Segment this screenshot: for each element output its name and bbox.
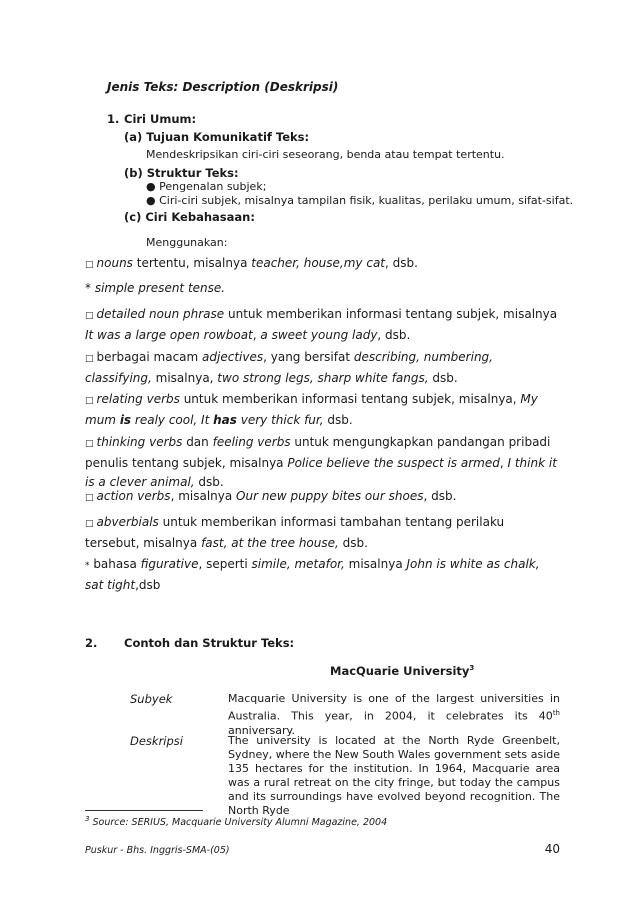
menggunakan-text: Menggunakan: xyxy=(146,236,228,249)
ciri-umum-title: Ciri Umum: xyxy=(124,112,197,126)
asterisk-icon: * xyxy=(85,281,91,295)
feature-noun-phrase: □ detailed noun phrase untuk memberikan informasi tentang subjek, misalnya It was a large open rowboat, a sweet young lady, dsb. xyxy=(85,307,558,342)
struktur-item-2: ● Ciri-ciri subjek, misalnya tampilan fisik, kualitas, perilaku umum, sifat-sifat. xyxy=(146,194,574,207)
deskripsi-text: The university is located at the North Ryde Greenbelt, Sydney, where the New South Wales government sets aside 135 hectares for the institution. In 1964, Macquarie area was a rural retreat on the city fringe, but today the campus and its surroundings have evolved beyond recognition. The North Ryde xyxy=(228,734,560,817)
bullet-icon: ● xyxy=(146,194,156,207)
tujuan-text: Mendeskripsikan ciri-ciri seseorang, benda atau tempat tertentu. xyxy=(146,148,505,161)
subyek-label: Subyek xyxy=(130,692,173,706)
struktur-item-1: ● Pengenalan subjek; xyxy=(146,180,267,193)
feature-relating-verbs: □ relating verbs untuk memberikan informasi tentang subjek, misalnya, My mum is realy cool, It has very thick fur, dsb. xyxy=(85,392,538,427)
checkbox-square-icon: □ xyxy=(85,519,94,529)
section-heading: Jenis Teks: Description (Deskripsi) xyxy=(107,80,339,94)
bullet-icon: ● xyxy=(146,180,156,193)
list-number-1: 1. xyxy=(107,112,120,126)
struktur-label: (b) Struktur Teks: xyxy=(124,166,239,180)
feature-action-verbs: □ action verbs, misalnya Our new puppy bites our shoes, dsb. xyxy=(85,489,457,503)
list-number-2: 2. xyxy=(85,636,98,650)
page-number: 40 xyxy=(544,842,560,856)
feature-adverbials: □ abverbials untuk memberikan informasi tambahan tentang perilaku tersebut, misalnya fast, at the tree house, dsb. xyxy=(85,515,505,550)
checkbox-square-icon: □ xyxy=(85,260,94,270)
asterisk-icon: * xyxy=(85,561,90,571)
checkbox-square-icon: □ xyxy=(85,396,94,406)
contoh-title: Contoh dan Struktur Teks: xyxy=(124,636,295,650)
checkbox-square-icon: □ xyxy=(85,311,94,321)
feature-thinking-verbs: □ thinking verbs dan feeling verbs untuk mengungkapkan pandangan pribadi penulis tentang subjek, misalnya Police believe the suspect is armed, I think it is a clever animal, dsb. xyxy=(85,435,557,489)
feature-adjectives: □ berbagai macam adjectives, yang bersifat describing, numbering, classifying, misalnya, two strong legs, sharp white fangs, dsb. xyxy=(85,350,493,385)
feature-tense: * simple present tense. xyxy=(85,281,226,295)
footnote: $^3$ Source: SERIUS, Macquarie University Alumni Magazine, 2004 xyxy=(85,815,388,829)
example-title: MacQuarie University$^3$ xyxy=(330,664,475,678)
footer-source: Puskur - Bhs. Inggris-SMA-(05) xyxy=(85,845,230,856)
deskripsi-label: Deskripsi xyxy=(130,734,183,748)
subyek-text: Macquarie University is one of the largest universities in Australia. This year, in 2004, it celebrates its 40th anniversary. xyxy=(228,692,560,737)
checkbox-square-icon: □ xyxy=(85,354,94,364)
kebahasaan-label: (c) Ciri Kebahasaan: xyxy=(124,210,255,224)
footnote-rule xyxy=(85,810,203,811)
checkbox-square-icon: □ xyxy=(85,493,94,503)
checkbox-square-icon: □ xyxy=(85,439,94,449)
feature-figurative: * bahasa figurative, seperti simile, metafor, misalnya John is white as chalk, sat tight,dsb xyxy=(85,557,540,592)
feature-nouns: □ nouns tertentu, misalnya teacher, house,my cat, dsb. xyxy=(85,256,418,270)
tujuan-label: (a) Tujuan Komunikatif Teks: xyxy=(124,130,310,144)
